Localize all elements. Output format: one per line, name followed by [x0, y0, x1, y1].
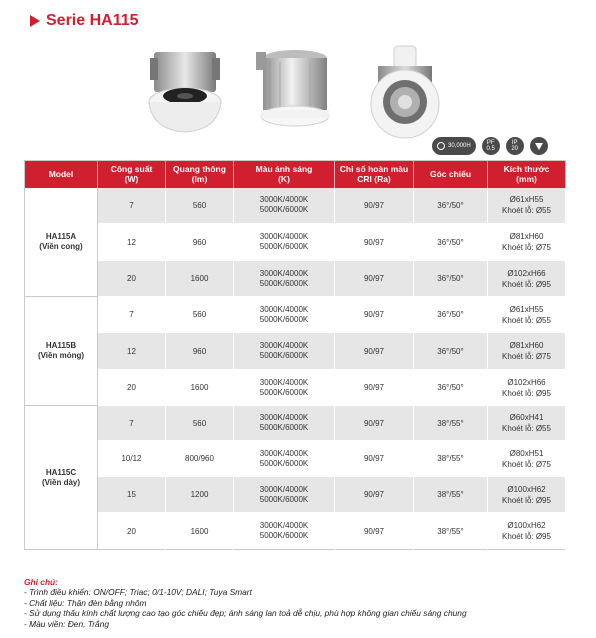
cri-cell: 90/97: [335, 370, 414, 406]
power-cell: 15: [98, 477, 166, 513]
size-cell: Ø80xH51 Khoét lỗ: Ø75: [488, 441, 566, 477]
lumen-cell: 1600: [166, 370, 234, 406]
model-cell: HA115B (Viền mỏng): [25, 297, 98, 406]
size-cell: Ø102xH66 Khoét lỗ: Ø95: [488, 261, 566, 297]
col-header-cct: Màu ánh sáng (K): [234, 161, 335, 188]
cri-cell: 90/97: [335, 477, 414, 513]
cct-cell: 3000K/4000K 5000K/6000K: [234, 297, 335, 333]
angle-cell: 36°/50°: [414, 224, 488, 261]
power-factor-icon: PF 0.5: [482, 137, 500, 155]
angle-cell: 36°/50°: [414, 297, 488, 333]
notes-title: Ghi chú:: [24, 577, 58, 587]
cct-cell: 3000K/4000K 5000K/6000K: [234, 188, 335, 224]
angle-cell: 36°/50°: [414, 261, 488, 297]
size-cell: Ø61xH55 Khoét lỗ: Ø55: [488, 297, 566, 333]
angle-cell: 36°/50°: [414, 370, 488, 406]
beam-icon: [530, 137, 548, 155]
angle-cell: 38°/55°: [414, 406, 488, 441]
size-cell: Ø100xH62 Khoét lỗ: Ø95: [488, 513, 566, 550]
power-cell: 20: [98, 261, 166, 297]
ip-rating-icon: IP 20: [506, 137, 524, 155]
lumen-cell: 960: [166, 224, 234, 261]
cri-cell: 90/97: [335, 441, 414, 477]
product-image-ha115a: [140, 44, 230, 140]
table-row: [25, 477, 566, 513]
power-cell: 20: [98, 370, 166, 406]
cct-cell: 3000K/4000K 5000K/6000K: [234, 406, 335, 441]
lumen-cell: 1600: [166, 513, 234, 550]
cct-cell: 3000K/4000K 5000K/6000K: [234, 261, 335, 297]
size-cell: Ø81xH60 Khoét lỗ: Ø75: [488, 333, 566, 370]
angle-cell: 36°/50°: [414, 188, 488, 224]
cri-cell: 90/97: [335, 224, 414, 261]
size-cell: Ø102xH66 Khoét lỗ: Ø95: [488, 370, 566, 406]
power-cell: 10/12: [98, 441, 166, 477]
lifetime-icon: 30,000H: [432, 137, 476, 155]
cri-cell: 90/97: [335, 297, 414, 333]
spec-badges: [432, 137, 548, 155]
series-title: Serie HA115: [46, 12, 139, 29]
table-row: [25, 406, 566, 441]
cct-cell: 3000K/4000K 5000K/6000K: [234, 333, 335, 370]
model-cell: HA115C (Viền dày): [25, 406, 98, 550]
cri-cell: 90/97: [335, 261, 414, 297]
note-item: - Sử dụng thấu kính chất lượng cao tạo góc chiếu đẹp; ánh sáng lan toả dễ chịu, phù hợp không gian chiếu sáng chung: [24, 608, 467, 619]
table-row: [25, 441, 566, 477]
col-header-cri: Chỉ số hoàn màu CRI (Ra): [335, 161, 414, 188]
table-row: [25, 224, 566, 261]
col-header-lumen: Quang thông (lm): [166, 161, 234, 188]
note-item: - Trình điều khiển: ON/OFF; Triac; 0/1-10V; DALI; Tuya Smart: [24, 587, 252, 598]
table-header-row: [25, 161, 566, 188]
col-header-power: Công suất (W): [98, 161, 166, 188]
table-row: [25, 333, 566, 370]
note-item: - Chất liệu: Thân đèn bằng nhôm: [24, 597, 147, 608]
angle-cell: 38°/55°: [414, 513, 488, 550]
power-cell: 7: [98, 188, 166, 224]
cct-cell: 3000K/4000K 5000K/6000K: [234, 370, 335, 406]
model-cell: HA115A (Viền cong): [25, 188, 98, 297]
table-row: [25, 261, 566, 297]
angle-cell: 38°/55°: [414, 477, 488, 513]
power-cell: 20: [98, 513, 166, 550]
cri-cell: 90/97: [335, 406, 414, 441]
triangle-bullet-icon: [30, 15, 40, 27]
lumen-cell: 960: [166, 333, 234, 370]
size-cell: Ø100xH62 Khoét lỗ: Ø95: [488, 477, 566, 513]
cct-cell: 3000K/4000K 5000K/6000K: [234, 441, 335, 477]
cct-cell: 3000K/4000K 5000K/6000K: [234, 513, 335, 550]
angle-cell: 36°/50°: [414, 333, 488, 370]
cri-cell: 90/97: [335, 333, 414, 370]
table-row: [25, 513, 566, 550]
cct-cell: 3000K/4000K 5000K/6000K: [234, 477, 335, 513]
angle-cell: 38°/55°: [414, 441, 488, 477]
product-image-ha115b: [250, 44, 340, 140]
product-image-ha115c: [360, 44, 450, 140]
cri-cell: 90/97: [335, 513, 414, 550]
size-cell: Ø81xH60 Khoét lỗ: Ø75: [488, 224, 566, 261]
notes-section: [24, 577, 467, 629]
note-item: - Màu viền: Đen, Trắng: [24, 618, 110, 629]
col-header-size: Kích thước (mm): [488, 161, 566, 188]
lumen-cell: 560: [166, 406, 234, 441]
cri-cell: 90/97: [335, 188, 414, 224]
table-row: [25, 297, 566, 333]
page-title: [30, 12, 139, 30]
cct-cell: 3000K/4000K 5000K/6000K: [234, 224, 335, 261]
lumen-cell: 1600: [166, 261, 234, 297]
table-row: [25, 188, 566, 224]
power-cell: 12: [98, 224, 166, 261]
lumen-cell: 1200: [166, 477, 234, 513]
power-cell: 7: [98, 297, 166, 333]
lumen-cell: 800/960: [166, 441, 234, 477]
table-row: [25, 370, 566, 406]
power-cell: 7: [98, 406, 166, 441]
col-header-model: Model: [25, 161, 98, 188]
lumen-cell: 560: [166, 188, 234, 224]
col-header-angle: Góc chiếu: [414, 161, 488, 188]
size-cell: Ø60xH41 Khoét lỗ: Ø55: [488, 406, 566, 441]
spec-table: [24, 160, 566, 550]
lumen-cell: 560: [166, 297, 234, 333]
power-cell: 12: [98, 333, 166, 370]
size-cell: Ø61xH55 Khoét lỗ: Ø55: [488, 188, 566, 224]
